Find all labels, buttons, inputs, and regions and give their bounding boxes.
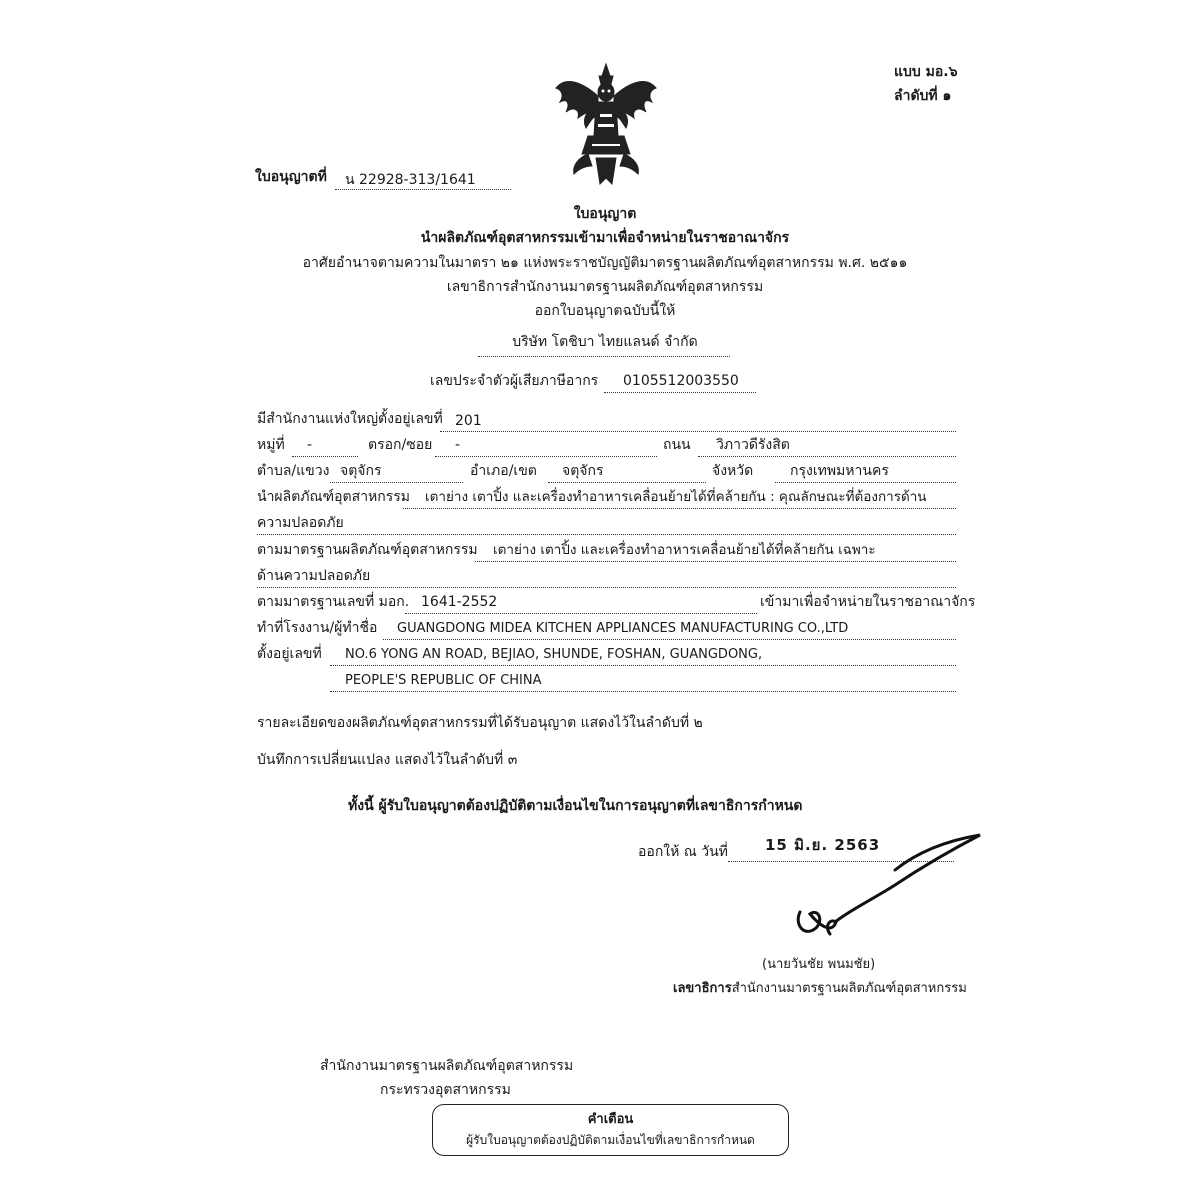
road-line [698,456,956,457]
license-no-line [335,189,511,190]
signature [790,830,990,950]
details-note: รายละเอียดของผลิตภัณฑ์อุตสาหกรรมที่ได้รับอนุญาต แสดงไว้ในลำดับที่ ๒ [257,715,703,731]
tax-id-value: 0105512003550 [623,373,739,389]
warning-text: ผู้รับใบอนุญาตต้องปฏิบัติตามเงื่อนไขที่เลขาธิการกำหนด [466,1133,755,1147]
head-office-line [440,431,956,432]
form-order: ลำดับที่ ๑ [894,88,952,104]
standard-line-1 [475,561,956,562]
issue-line: ออกใบอนุญาตฉบับนี้ให้ [534,303,676,319]
warning-box [432,1104,789,1156]
garuda-emblem [552,62,660,186]
standard-no-label: ตามมาตรฐานเลขที่ มอก. [257,594,410,610]
standard-value-1: เตาย่าง เตาปิ้ง และเครื่องทำอาหารเคลื่อนย้ายได้ที่คล้ายกัน เฉพาะ [493,542,876,558]
signer-title-bold: เลขาธิการ [673,981,732,996]
tax-id-line [604,392,756,393]
product-value-1: เตาย่าง เตาปิ้ง และเครื่องทำอาหารเคลื่อนย้ายได้ที่คล้ายกัน : คุณลักษณะที่ต้องการด้าน [425,489,927,505]
road-label: ถนน [663,437,691,453]
company-line [478,356,730,357]
changes-note: บันทึกการเปลี่ยนแปลง แสดงไว้ในลำดับที่ ๓ [257,752,518,768]
factory-line [383,639,956,640]
warning-title: คำเตือน [587,1112,634,1127]
product-line-2 [257,534,956,535]
subdistrict-value: จตุจักร [340,463,382,479]
license-no-label: ใบอนุญาตที่ [255,169,327,185]
moo-label: หมู่ที่ [257,437,285,453]
moo-value: - [307,437,313,453]
product-label: นำผลิตภัณฑ์อุตสาหกรรม [257,489,411,505]
province-line [775,482,956,483]
standard-line-2 [257,587,956,588]
province-label: จังหวัด [712,463,754,479]
doc-subtitle: นำผลิตภัณฑ์อุตสาหกรรมเข้ามาเพื่อจำหน่ายในราชอาณาจักร [420,230,790,246]
signer-name: (นายวันชัย พนมชัย) [762,957,876,972]
district-label: อำเภอ/เขต [470,463,537,479]
soi-label: ตรอก/ซอย [368,437,433,453]
standard-no-line [405,613,757,614]
province-value: กรุงเทพมหานคร [790,463,889,479]
district-line [548,482,706,483]
location-label: ตั้งอยู่เลขที่ [257,646,322,662]
issued-date-value: 15 มิ.ย. 2563 [765,836,881,854]
import-text: เข้ามาเพื่อจำหน่ายในราชอาณาจักร [760,594,976,610]
product-line-1 [403,508,956,509]
issued-date-label: ออกให้ ณ วันที่ [638,844,728,860]
moo-line [292,456,358,457]
tax-id-label: เลขประจำตัวผู้เสียภาษีอากร [430,373,599,389]
soi-value: - [455,437,461,453]
office-name: สำนักงานมาตรฐานผลิตภัณฑ์อุตสาหกรรม [320,1058,574,1074]
condition-text: ทั้งนี้ ผู้รับใบอนุญาตต้องปฏิบัติตามเงื่อนไขในการอนุญาตที่เลขาธิการกำหนด [348,798,803,814]
district-value: จตุจักร [562,463,604,479]
product-value-2: ความปลอดภัย [257,515,344,531]
location-line-1 [330,665,956,666]
road-value: วิภาวดีรังสิต [716,437,790,453]
doc-title: ใบอนุญาต [573,206,637,222]
ministry-name: กระทรวงอุตสาหกรรม [380,1082,511,1098]
subdistrict-label: ตำบล/แขวง [257,463,330,479]
factory-value: GUANGDONG MIDEA KITCHEN APPLIANCES MANUFACTURING CO.,LTD [397,621,849,636]
license-no-value: น 22928-313/1641 [345,172,476,188]
signer-title [673,980,967,998]
form-code: แบบ มอ.๖ [894,64,958,80]
subdistrict-line [330,482,463,483]
secretary-line: เลขาธิการสำนักงานมาตรฐานผลิตภัณฑ์อุตสาหกรรม [446,279,764,295]
location-value-1: NO.6 YONG AN ROAD, BEJIAO, SHUNDE, FOSHAN, GUANGDONG, [345,647,763,662]
company-name: บริษัท โตชิบา ไทยแลนด์ จำกัด [512,334,698,350]
factory-label: ทำที่โรงงาน/ผู้ทำชื่อ [257,620,378,636]
signer-title-rest: สำนักงานมาตรฐานผลิตภัณฑ์อุตสาหกรรม [731,981,967,996]
location-value-2: PEOPLE'S REPUBLIC OF CHINA [345,673,542,688]
standard-no-value: 1641-2552 [421,594,498,610]
standard-value-2: ด้านความปลอดภัย [257,568,371,584]
standard-label: ตามมาตรฐานผลิตภัณฑ์อุตสาหกรรม [257,542,478,558]
soi-line [435,456,657,457]
head-office-value: 201 [455,413,482,429]
head-office-label: มีสำนักงานแห่งใหญ่ตั้งอยู่เลขที่ [257,411,443,427]
location-line-2 [330,691,956,692]
authority-line: อาศัยอำนาจตามความในมาตรา ๒๑ แห่งพระราชบัญญัติมาตรฐานผลิตภัณฑ์อุตสาหกรรม พ.ศ. ๒๕๑๑ [302,255,908,271]
